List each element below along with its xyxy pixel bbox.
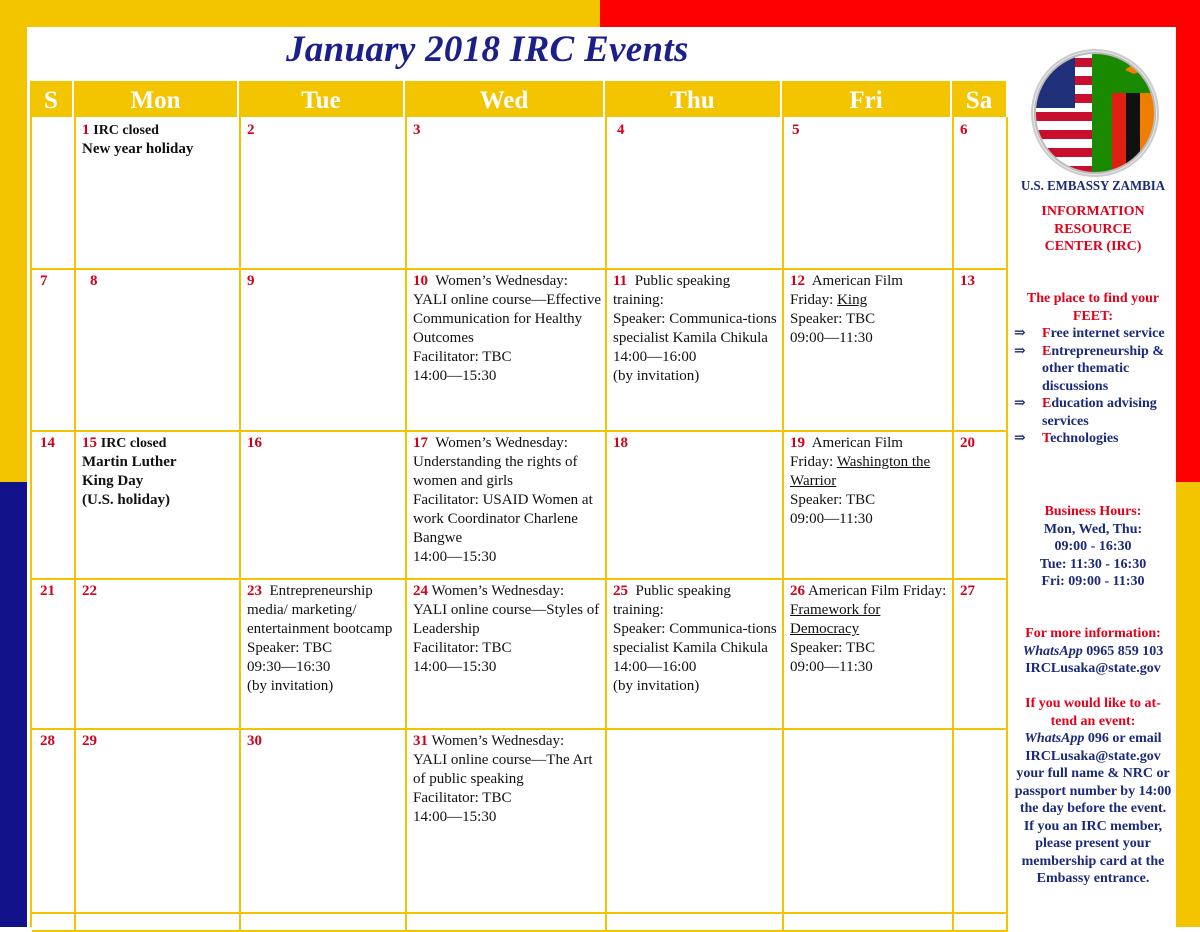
- day-number: 9: [247, 273, 255, 289]
- day-number: 25: [613, 583, 628, 599]
- event-text: Public speaking training:: [613, 583, 731, 618]
- top-yellow-band: [0, 0, 600, 27]
- event-facilitator: Facilitator: TBC: [413, 790, 512, 806]
- day-cell: [32, 268, 76, 432]
- event-speaker: Speaker: TBC: [790, 640, 876, 656]
- arrow-icon: ⇒: [1014, 431, 1026, 446]
- event-text: IRC closed: [93, 123, 159, 138]
- event-text: Entrepreneurship media/ marketing/ entertainment bootcamp: [247, 583, 393, 637]
- whatsapp-label: WhatsApp: [1022, 643, 1083, 659]
- whatsapp-number[interactable]: 0965 859 103: [1082, 643, 1164, 659]
- day-cell: [952, 578, 1008, 730]
- day-cell: [782, 578, 954, 730]
- top-red-band: [600, 0, 1200, 27]
- feet-letter: E: [1042, 343, 1052, 359]
- attend-whatsapp: [1012, 730, 1174, 748]
- hours-line: Tue: 11:30 - 16:30: [1039, 556, 1147, 572]
- event-time: 14:00—15:30: [413, 659, 497, 675]
- header-sun: S: [30, 81, 72, 117]
- day-number: 21: [40, 583, 55, 599]
- day-cell: [239, 912, 407, 932]
- calendar-grid: [30, 117, 1008, 927]
- day-cell: [239, 268, 407, 432]
- day-cell: [782, 117, 954, 270]
- event-speaker: Speaker: Communica-tions specialist Kamila Chikula: [613, 621, 777, 656]
- event-time: 14:00—15:30: [413, 368, 497, 384]
- day-cell: [74, 430, 241, 580]
- feet-title: The place to find your FEET:: [1026, 291, 1160, 324]
- business-hours: [1012, 503, 1174, 591]
- day-number: 6: [960, 122, 968, 138]
- feet-letter: E: [1042, 396, 1052, 411]
- feet-text: echnologies: [1050, 431, 1119, 446]
- left-navy-band: [0, 482, 27, 927]
- feet-letter: F: [1042, 326, 1051, 341]
- day-cell: [32, 117, 76, 270]
- event-speaker: Speaker: TBC: [790, 311, 876, 327]
- day-cell: [605, 117, 784, 270]
- member-note: If you an IRC member, please present your membership card at the Embassy entrance.: [1021, 818, 1165, 886]
- day-number: 1: [82, 122, 90, 138]
- day-cell: [239, 728, 407, 914]
- day-cell: [74, 912, 241, 932]
- hours-title: Business Hours:: [1044, 504, 1142, 519]
- event-text: (U.S. holiday): [82, 492, 170, 508]
- event-text: Women’s Wednesday: YALI online course—The Art of public speaking: [413, 733, 593, 787]
- event-time: 09:00—11:30: [790, 330, 873, 346]
- header-fri: Fri: [782, 81, 950, 117]
- day-cell: [405, 912, 607, 932]
- header-sat: Sa: [952, 81, 1006, 117]
- whatsapp-label: WhatsApp: [1024, 731, 1085, 746]
- feet-list: [1012, 325, 1174, 448]
- right-red-band: [1176, 0, 1200, 482]
- day-number: 29: [82, 733, 97, 749]
- day-cell: [782, 268, 954, 432]
- film-title: Framework for Democracy: [790, 602, 881, 637]
- day-number: 14: [40, 435, 55, 451]
- day-cell: [74, 578, 241, 730]
- event-text: Women’s Wednesday: YALI online course—Styles of Leadership: [413, 583, 600, 637]
- event-text: American Film Friday:: [790, 273, 903, 308]
- day-cell: [605, 728, 784, 914]
- attend-line: 096 or email: [1084, 731, 1162, 746]
- day-cell: [782, 430, 954, 580]
- header-thu: Thu: [605, 81, 780, 117]
- day-number: 24: [413, 583, 428, 599]
- hours-line: Fri: 09:00 - 11:30: [1041, 574, 1145, 589]
- hours-line: 09:00 - 16:30: [1054, 539, 1132, 554]
- event-speaker: Speaker: Communica-tions specialist Kamila Chikula: [613, 311, 777, 346]
- day-cell: [74, 117, 241, 270]
- day-number: 17: [413, 435, 428, 451]
- feet-text: ducation advising services: [1042, 396, 1157, 429]
- feet-item: [1012, 395, 1174, 430]
- day-cell: [605, 578, 784, 730]
- left-yellow-band: [0, 0, 27, 482]
- event-time: 14:00—16:00: [613, 659, 697, 675]
- arrow-icon: ⇒: [1014, 326, 1026, 341]
- embassy-seal-logo: [1030, 48, 1160, 178]
- event-text: New year holiday: [82, 141, 194, 157]
- day-number: 15: [82, 435, 97, 451]
- feet-item: [1012, 430, 1174, 448]
- day-cell: [952, 430, 1008, 580]
- header-wed: Wed: [405, 81, 603, 117]
- day-cell: [952, 912, 1008, 932]
- event-text: American Film Friday:: [807, 583, 947, 599]
- day-number: 8: [90, 273, 98, 289]
- day-cell: [32, 578, 76, 730]
- attend-instructions: your full name & NRC or passport number by 14:00 the day before the event.: [1014, 766, 1172, 816]
- day-number: 22: [82, 583, 97, 599]
- day-cell: [32, 912, 76, 932]
- sidebar-irc: INFORMATION RESOURCE CENTER (IRC): [1041, 204, 1145, 254]
- day-number: 11: [613, 273, 628, 289]
- day-cell: [605, 912, 784, 932]
- day-cell: [952, 268, 1008, 432]
- event-time: 09:00—11:30: [790, 659, 873, 675]
- attend-email[interactable]: IRCLusaka@state.gov: [1025, 748, 1161, 764]
- day-number: 18: [613, 435, 628, 451]
- event-text: American Film Friday:: [790, 435, 903, 470]
- event-speaker: Speaker: TBC: [247, 640, 333, 656]
- day-number: 30: [247, 733, 262, 749]
- day-cell: [782, 728, 954, 914]
- day-number: 26: [790, 583, 805, 599]
- feet-letter: T: [1042, 431, 1051, 446]
- event-text: Women’s Wednesday: Understanding the rights of women and girls: [413, 435, 578, 489]
- page-title: January 2018 IRC Events: [286, 29, 689, 70]
- day-number: 31: [413, 733, 428, 749]
- day-number: 20: [960, 435, 975, 451]
- event-text: Women’s Wednesday: YALI online course—Effective Communication for Healthy Outcomes: [413, 273, 601, 346]
- event-text: IRC closed: [100, 436, 167, 451]
- day-number: 28: [40, 733, 55, 749]
- day-number: 27: [960, 583, 975, 599]
- event-time: 14:00—16:00: [613, 349, 697, 365]
- day-cell: [74, 268, 241, 432]
- day-cell: [952, 728, 1008, 914]
- day-cell: [405, 117, 607, 270]
- more-info: [1012, 625, 1174, 678]
- event-time: 14:00—15:30: [413, 809, 497, 825]
- hours-line: Mon, Wed, Thu:: [1043, 521, 1143, 537]
- info-title: For more information:: [1025, 626, 1161, 641]
- day-cell: [405, 268, 607, 432]
- event-text: Public speaking training:: [613, 273, 731, 308]
- day-number: 19: [790, 435, 805, 451]
- arrow-icon: ⇒: [1014, 343, 1026, 359]
- day-cell: [32, 728, 76, 914]
- day-number: 4: [617, 122, 625, 138]
- header-mon: Mon: [74, 81, 237, 117]
- arrow-icon: ⇒: [1014, 396, 1026, 411]
- day-number: 3: [413, 122, 421, 138]
- day-cell: [239, 117, 407, 270]
- day-number: 2: [247, 122, 255, 138]
- day-number: 23: [247, 583, 262, 599]
- event-time: 09:00—11:30: [790, 511, 873, 527]
- event-facilitator: Facilitator: TBC: [413, 640, 512, 656]
- day-number: 7: [40, 273, 48, 289]
- info-email[interactable]: IRCLusaka@state.gov: [1025, 661, 1161, 676]
- day-number: 5: [792, 122, 800, 138]
- feet-text: ntrepreneurship & other thematic discussions: [1042, 343, 1164, 394]
- event-facilitator: Facilitator: TBC: [413, 349, 512, 365]
- event-text: Martin Luther King Day: [82, 454, 177, 489]
- day-cell: [239, 430, 407, 580]
- day-number: 10: [413, 273, 428, 289]
- attend-title: If you would like to at-tend an event:: [1025, 696, 1161, 729]
- event-note: (by invitation): [613, 368, 700, 384]
- day-number: 16: [247, 435, 262, 451]
- feet-item: [1012, 343, 1174, 396]
- day-cell: [239, 578, 407, 730]
- event-facilitator: Facilitator: USAID Women at work Coordinator Charlene Bangwe: [413, 492, 593, 546]
- day-number: 12: [790, 273, 805, 289]
- day-cell: [405, 430, 607, 580]
- event-note: (by invitation): [613, 678, 700, 694]
- feet-text: ree internet service: [1050, 326, 1165, 341]
- day-cell: [782, 912, 954, 932]
- film-title: King: [837, 292, 868, 308]
- day-cell: [405, 728, 607, 914]
- day-cell: [605, 430, 784, 580]
- day-cell: [405, 578, 607, 730]
- right-yellow-band: [1176, 482, 1200, 927]
- day-cell: [605, 268, 784, 432]
- info-whatsapp: [1012, 643, 1174, 661]
- day-cell: [32, 430, 76, 580]
- day-cell: [74, 728, 241, 914]
- event-time: 09:30—16:30: [247, 659, 331, 675]
- attend-event: [1012, 695, 1174, 888]
- event-speaker: Speaker: TBC: [790, 492, 876, 508]
- day-cell: [952, 117, 1008, 270]
- day-number: 13: [960, 273, 975, 289]
- feet-item: [1012, 325, 1174, 343]
- film-title: Washington the Warrior: [790, 454, 931, 489]
- header-tue: Tue: [239, 81, 403, 117]
- event-note: (by invitation): [247, 678, 334, 694]
- embassy-name: U.S. EMBASSY ZAMBIA: [1020, 179, 1166, 194]
- event-time: 14:00—15:30: [413, 549, 497, 565]
